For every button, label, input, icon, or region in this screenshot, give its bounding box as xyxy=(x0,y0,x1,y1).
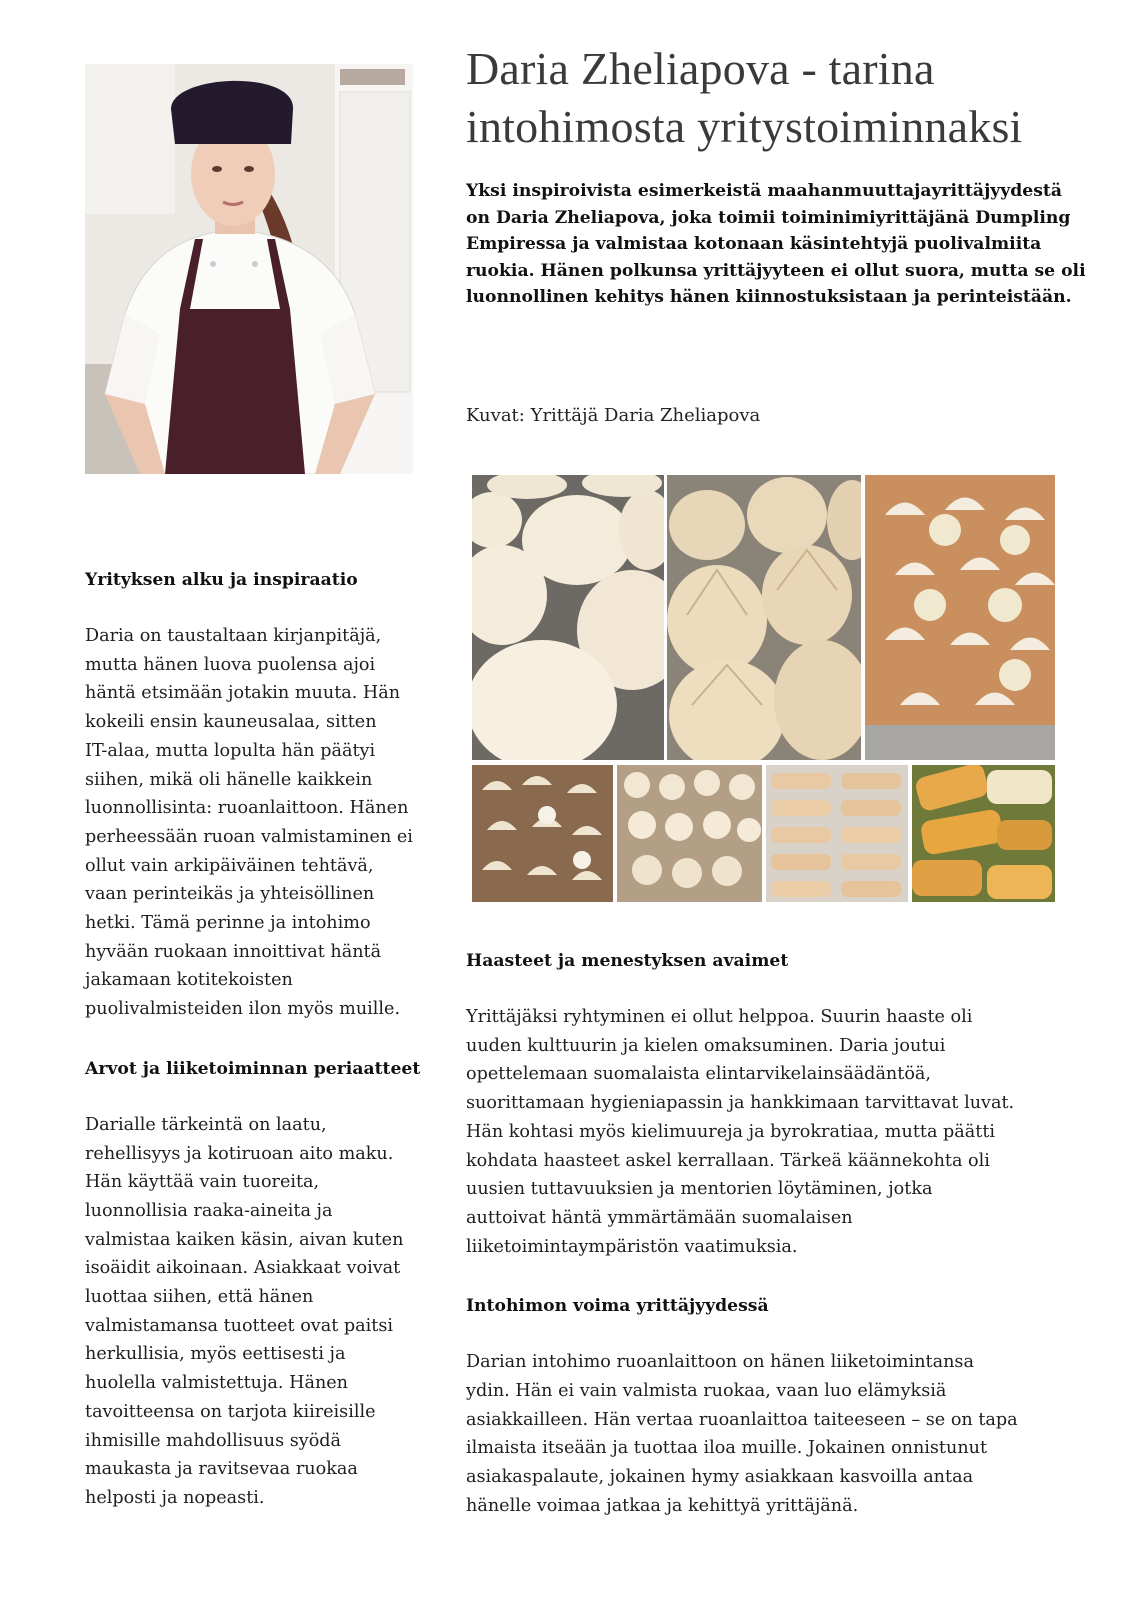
article-title: Daria Zheliapova - tarina intohimosta yritystoiminnaksi xyxy=(466,43,1023,152)
section-heading-values: Arvot ja liiketoiminnan periaatteet xyxy=(85,1058,421,1079)
section-body-challenges: Yrittäjäksi ryhtyminen ei ollut helppoa. Suurin haaste oli uuden kulttuurin ja kielen omaksuminen. Daria joutui opettelemaan suomalaista elintarvikelainsäädäntöä, suorittamaan hygieniapassin ja hankkimaan tarvittavat luvat. Hän kohtasi myös kielimuureja ja byrokratiaa, mutta päätti kohdata haasteet askel kerrallaan. Tärkeä käännekohta oli uusien tuttavuuksien ja mentorien löytäminen, jotka auttoivat häntä ymmärtämään suomalaisen liiketoimintaympäristön vaatimuksia. xyxy=(466,1007,1015,1257)
article-lead: Yksi inspiroivista esimerkeistä maahanmuuttajayrittäjyydestä on Daria Zheliapova, joka toimii toiminimiyrittäjänä Dumpling Empiressa ja valmistaa kotonaan käsintehtyjä puolivalmiita ruokia. Hänen polkunsa yrittäjyyteen ei ollut suora, mutta se oli luonnollinen kehitys hänen kiinnostuksistaan ja perinteistään. xyxy=(466,181,1086,307)
food-photo-vareniki-board xyxy=(865,475,1055,760)
food-photo-vareniki-tray xyxy=(472,765,613,902)
section-body-values: Darialle tärkeintä on laatu, rehellisyys ja kotiruoan aito maku. Hän käyttää vain tuoreita, luonnollisia raaka-aineita ja valmistaa kaiken käsin, aivan kuten isoäidit aikoinaan. Asiakkaat voivat luottaa siihen, että hänen valmistamansa tuotteet ovat paitsi herkullisia, myös eettisesti ja huolella valmistettuja. Hänen tavoitteensa on tarjota kiireisille ihmisille mahdollisuus syödä maukasta ja ravitsevaa ruokaa helposti ja nopeasti. xyxy=(85,1114,404,1508)
chef-portrait-illustration xyxy=(85,64,413,474)
food-photo-dough-circles xyxy=(472,475,664,760)
food-photo-crepe-rolls-fried xyxy=(912,765,1055,902)
section-body-beginning: Daria on taustaltaan kirjanpitäjä, mutta hänen luova puolensa ajoi häntä etsimään jotakin muuta. Hän kokeili ensin kauneusalaa, sitten IT-alaa, mutta lopulta hän päätyi siihen, mikä oli hänelle kaikkein luonnollisinta: ruoanlaittoon. Hänen perheessään ruoan valmistaminen ei ollut vain arkipäiväinen tehtävä, vaan perinteikäs ja yhteisöllinen hetki. Tämä perinne ja intohimo hyvään ruokaan innoittivat häntä jakamaan kotitekoisten puolivalmisteiden ilon myös muille. xyxy=(85,626,413,1020)
right-column xyxy=(466,948,1086,1521)
portrait-photo xyxy=(85,64,413,474)
food-photo-crepe-rolls-raw xyxy=(766,765,908,902)
section-body-passion: Darian intohimo ruoanlaittoon on hänen liiketoimintansa ydin. Hän ei vain valmista ruokaa, vaan luo elämyksiä asiakkailleen. Hän vertaa ruoanlaittoa taiteeseen – se on tapa ilmaista itseään ja tuottaa iloa muille. Jokainen onnistunut asiakaspalaute, jokainen hymy asiakkaan kasvoilla antaa hänelle voimaa jatkaa ja kehittyä yrittäjänä. xyxy=(466,1352,1018,1516)
left-column xyxy=(85,567,457,1513)
section-heading-beginning: Yrityksen alku ja inspiraatio xyxy=(85,570,358,590)
food-photo-pelmeni xyxy=(617,765,762,902)
food-photo-khinkali xyxy=(667,475,861,760)
photo-credit: Kuvat: Yrittäjä Daria Zheliapova xyxy=(466,405,761,426)
section-heading-challenges: Haasteet ja menestyksen avaimet xyxy=(466,951,789,971)
section-heading-passion: Intohimon voima yrittäjyydessä xyxy=(466,1296,769,1317)
